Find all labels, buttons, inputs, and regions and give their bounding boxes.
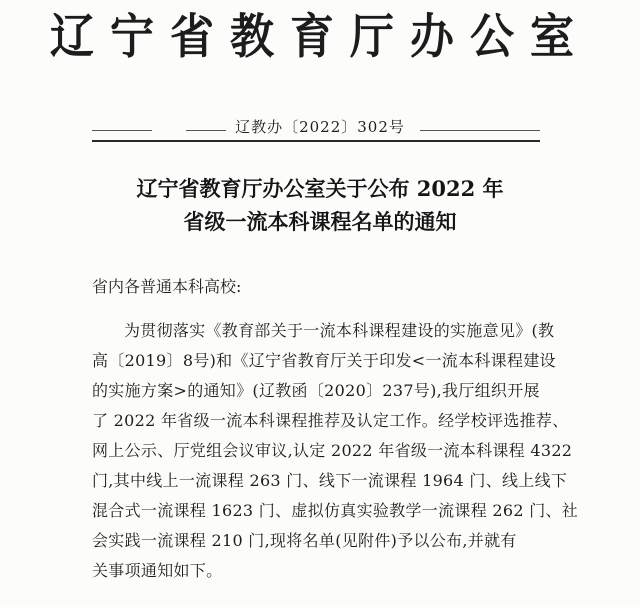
rule-fragment [186, 130, 226, 131]
body-line-9: 关事项通知如下。 [92, 561, 223, 580]
body-line-6: 门,其中线上一流课程 263 门、线下一流课程 1964 门、线上线下 [92, 471, 568, 490]
notice-title [0, 172, 640, 238]
letterhead-title: 辽宁省教育厅办公室 [50, 9, 590, 65]
rule-fragment [420, 130, 540, 131]
document-number: 辽教办〔2022〕302号 [235, 118, 405, 136]
notice-title-line-1: 辽宁省教育厅办公室关于公布 2022 年 [136, 176, 504, 201]
body-line-7: 混合式一流课程 1623 门、虚拟仿真实验教学一流课程 262 门、社 [92, 501, 579, 520]
notice-title-line-2: 省级一流本科课程名单的通知 [183, 209, 457, 234]
rule-fragment [92, 130, 152, 131]
header-divider [92, 140, 540, 142]
body-line-1: 为贯彻落实《教育部关于一流本科课程建设的实施意见》(教 [124, 321, 555, 340]
body-line-4: 了 2022 年省级一流本科课程推荐及认定工作。经学校评选推荐、 [92, 411, 569, 430]
body-line-3: 的实施方案>的通知》(辽教函〔2020〕237号),我厅组织开展 [92, 381, 540, 400]
body-line-2: 高〔2019〕8号)和《辽宁省教育厅关于印发<一流本科课程建设 [92, 351, 556, 370]
body-line-5: 网上公示、厅党组会议审议,认定 2022 年省级一流本科课程 4322 [92, 441, 573, 460]
addressee: 省内各普通本科高校: [92, 277, 242, 296]
body-line-8: 会实践一流课程 210 门,现将名单(见附件)予以公布,并就有 [92, 531, 517, 550]
